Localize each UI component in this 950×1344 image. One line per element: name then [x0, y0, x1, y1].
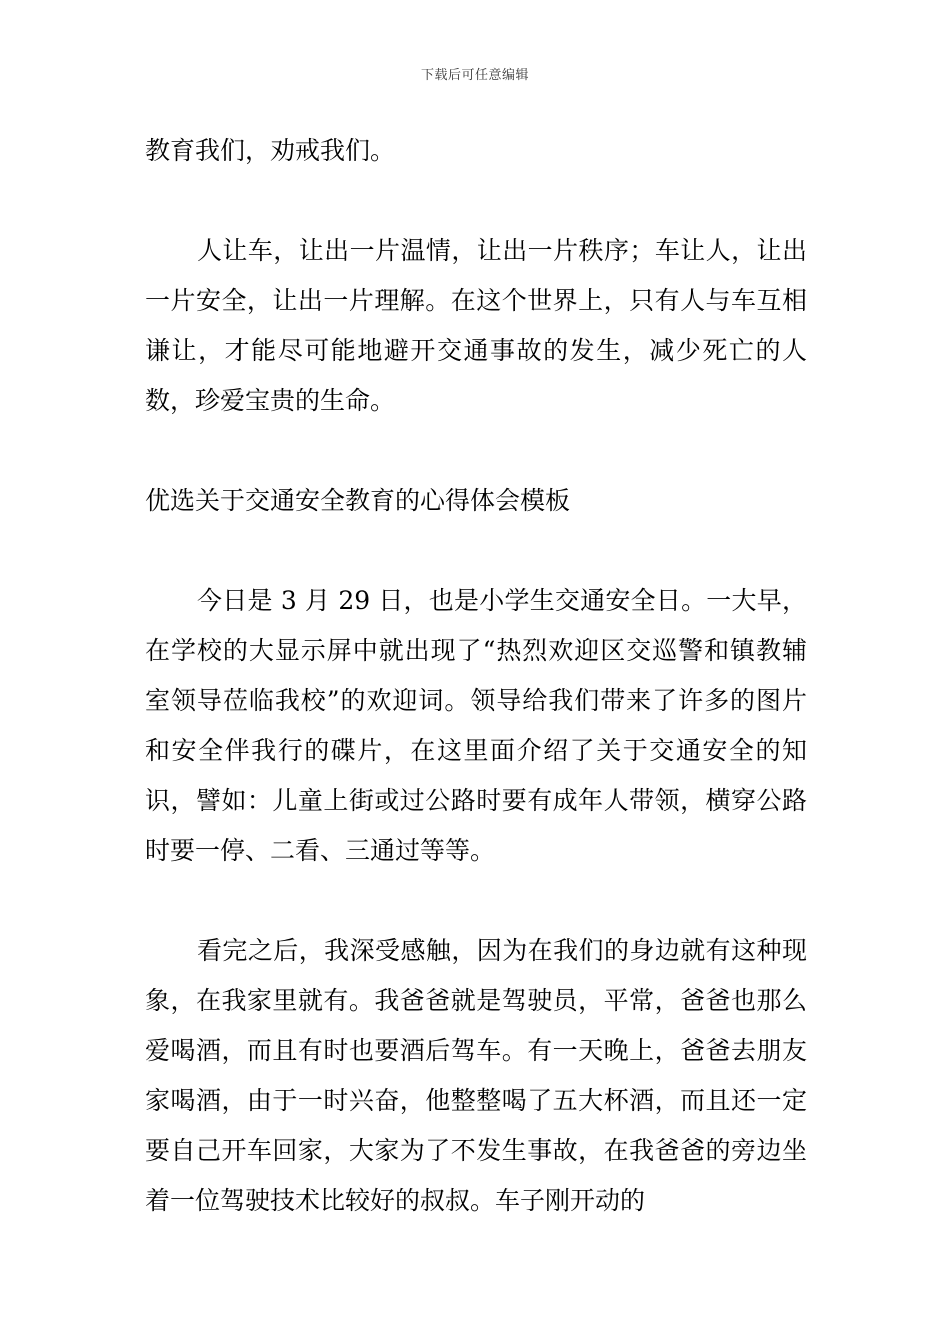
paragraph-gap — [145, 876, 807, 926]
paragraph-gap — [145, 526, 807, 576]
paragraph-gap — [145, 176, 807, 226]
section-title: 优选关于交通安全教育的心得体会模板 — [145, 486, 571, 515]
paragraph-gap — [145, 426, 807, 476]
page-header: 下载后可任意编辑 — [420, 68, 529, 83]
paragraph-safety-day: 今日是 3 月 29 日，也是小学生交通安全日。一大早，在学校的大显示屏中就出现了“热烈欢迎区交巡警和镇教辅室领导莅临我校”的欢迎词。领导给我们带来了许多的图片和安全伴我行的碟片，在这里面介绍了关于交通安全的知识，譬如：儿童上街或过公路时要有成年人带领，横穿公路时要一停、二看、三通过等等。 — [145, 586, 807, 865]
paragraph-continuation: 教育我们，劝戒我们。 — [145, 136, 396, 165]
document-body — [145, 126, 807, 1226]
paragraph-drunk-driving: 看完之后，我深受感触，因为在我们的身边就有这种现象，在我家里就有。我爸爸就是驾驶员，平常，爸爸也那么爱喝酒，而且有时也要酒后驾车。有一天晚上，爸爸去朋友家喝酒，由于一时兴奋，他整整喝了五大杯酒，而且还一定要自己开车回家，大家为了不发生事故，在我爸爸的旁边坐着一位驾驶技术比较好的叔叔。车子刚开动的 — [145, 936, 807, 1215]
paragraph-traffic-courtesy: 人让车，让出一片温情，让出一片秩序；车让人，让出一片安全，让出一片理解。在这个世界上，只有人与车互相谦让，才能尽可能地避开交通事故的发生，减少死亡的人数，珍爱宝贵的生命。 — [145, 236, 807, 415]
